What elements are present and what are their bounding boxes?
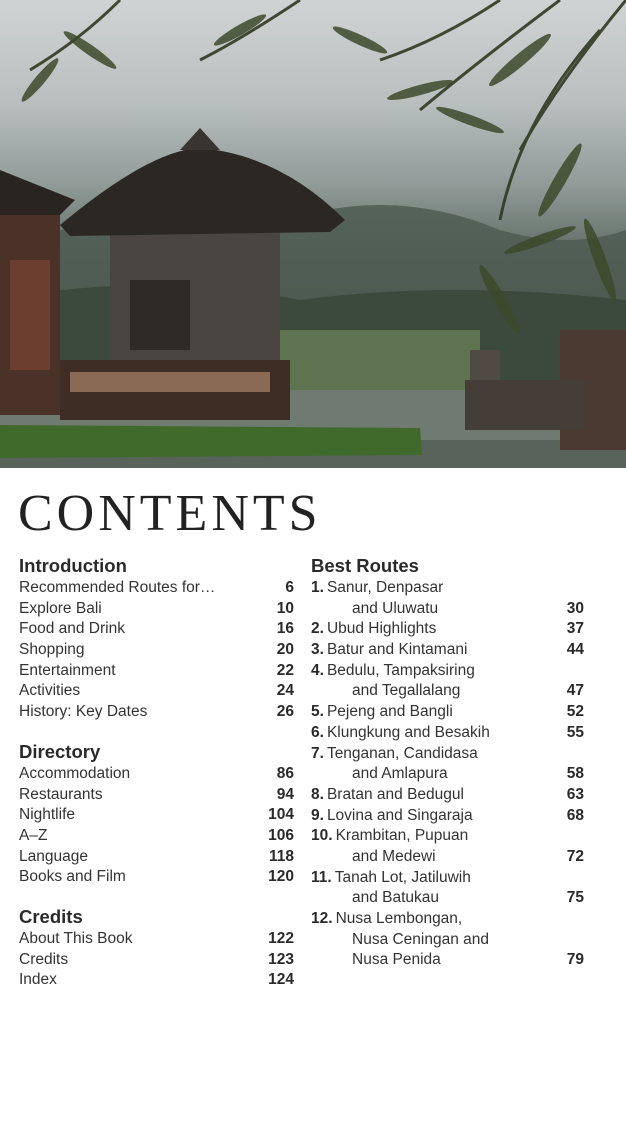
route-title: Sanur, Denpasar [326, 579, 444, 596]
entry-title: History: Key Dates [19, 703, 148, 721]
contents-entry[interactable] [19, 702, 294, 723]
route-line [311, 785, 584, 806]
route-line [311, 764, 584, 785]
entry-page-number: 118 [268, 847, 294, 865]
entry-title: About This Book [19, 929, 133, 947]
route-page-number: 47 [566, 682, 584, 700]
route-line [311, 681, 584, 702]
route-line [311, 950, 584, 971]
entry-page-number: 10 [276, 599, 294, 617]
contents-entry[interactable] [19, 578, 294, 599]
route-line [311, 888, 584, 909]
entry-page-number: 86 [276, 764, 294, 782]
route-line [311, 578, 584, 599]
route-line [311, 619, 584, 640]
route-line [311, 723, 584, 744]
route-number: 10. [311, 827, 333, 845]
contents-entry[interactable] [19, 970, 294, 991]
entry-title: Food and Drink [19, 620, 125, 638]
entry-title: Accommodation [19, 764, 131, 782]
route-page-number: 58 [566, 765, 584, 783]
entry-page-number: 120 [268, 868, 294, 886]
route-title: Pejeng and Bangli [326, 703, 453, 721]
route-title: Tenganan, Candidasa [326, 744, 478, 762]
contents-entry[interactable] [19, 681, 294, 702]
route-page-number: 79 [566, 951, 584, 969]
entry-page-number: 22 [276, 661, 294, 679]
entry-page-number: 122 [268, 929, 294, 947]
entry-title: Credits [19, 950, 69, 968]
route-number: 1. [311, 579, 324, 596]
route-line [311, 930, 584, 951]
route-line [311, 909, 584, 930]
route-page-number: 68 [566, 806, 584, 824]
route-entry[interactable] [311, 744, 584, 785]
route-number: 2. [311, 620, 324, 638]
route-title: and Batukau [352, 889, 440, 907]
contents-entry[interactable] [19, 826, 294, 847]
route-title: Nusa Ceningan and [352, 930, 490, 948]
contents-entry[interactable] [19, 785, 294, 806]
entry-title: Language [19, 847, 88, 865]
route-line [311, 744, 584, 765]
route-line [311, 806, 584, 827]
route-title: and Uluwatu [352, 599, 439, 617]
route-number: 9. [311, 806, 324, 824]
route-page-number: 30 [566, 599, 584, 617]
route-page-number: 44 [566, 641, 584, 659]
entry-page-number: 124 [268, 971, 294, 989]
route-number: 8. [311, 785, 324, 803]
entry-page-number: 24 [276, 682, 294, 700]
contents-entry[interactable] [19, 867, 294, 888]
route-page-number: 72 [566, 847, 584, 865]
route-title: Nusa Lembongan, [335, 910, 463, 927]
page-title: CONTENTS [18, 485, 322, 542]
section-heading-best-routes: Best Routes [311, 555, 419, 576]
entry-title: Shopping [19, 641, 85, 659]
route-title: Nusa Penida [352, 951, 441, 969]
route-entry[interactable] [311, 723, 584, 744]
entry-title: Entertainment [19, 661, 116, 679]
route-page-number: 52 [566, 703, 584, 721]
route-title: Krambitan, Pupuan [335, 827, 469, 845]
entry-page-number: 6 [285, 579, 294, 596]
entry-page-number: 123 [268, 950, 294, 968]
entry-page-number: 104 [268, 806, 294, 824]
route-entry[interactable] [311, 785, 584, 806]
contents-entry[interactable] [19, 847, 294, 868]
bali-water-temple-photo [0, 0, 626, 468]
route-page-number: 63 [566, 785, 584, 803]
contents-entry[interactable] [19, 661, 294, 682]
contents-entry[interactable] [19, 950, 294, 971]
section-heading: Credits [19, 905, 83, 927]
entry-title: Books and Film [19, 868, 126, 886]
route-line [311, 661, 584, 682]
route-entry[interactable] [311, 578, 584, 619]
route-entry[interactable] [311, 661, 584, 702]
route-number: 11. [311, 868, 332, 886]
route-entry[interactable] [311, 806, 584, 827]
route-title: Tanah Lot, Jatiluwih [334, 868, 471, 886]
route-page-number: 37 [566, 620, 584, 638]
contents-entry[interactable] [19, 619, 294, 640]
entry-page-number: 94 [276, 785, 294, 803]
contents-entry[interactable] [19, 929, 294, 950]
entry-title: Index [19, 971, 57, 989]
route-entry[interactable] [311, 702, 584, 723]
route-entry[interactable] [311, 640, 584, 661]
entry-title: Restaurants [19, 785, 103, 803]
route-entry[interactable] [311, 868, 584, 909]
route-number: 12. [311, 910, 333, 927]
route-number: 7. [311, 744, 324, 762]
contents-entry[interactable] [19, 805, 294, 826]
route-title: Ubud Highlights [326, 620, 437, 638]
contents-entry[interactable] [19, 640, 294, 661]
route-entry[interactable] [311, 826, 584, 867]
entry-page-number: 16 [276, 620, 294, 638]
route-entry[interactable] [311, 909, 584, 971]
route-title: Klungkung and Besakih [326, 723, 490, 741]
route-line [311, 868, 584, 889]
route-title: Batur and Kintamani [326, 641, 468, 659]
route-line [311, 640, 584, 661]
route-entry[interactable] [311, 619, 584, 640]
contents-entry[interactable] [19, 599, 294, 620]
route-line [311, 847, 584, 868]
route-title: Bratan and Bedugul [326, 785, 464, 803]
route-line [311, 702, 584, 723]
route-page-number: 75 [566, 889, 584, 907]
entry-page-number: 106 [268, 826, 294, 844]
route-title: and Tegallalang [352, 682, 461, 700]
section-heading: Introduction [19, 555, 127, 576]
route-line [311, 599, 584, 620]
route-title: Lovina and Singaraja [326, 806, 473, 824]
route-title: and Amlapura [352, 765, 448, 783]
entry-title: Explore Bali [19, 599, 102, 617]
route-number: 4. [311, 661, 324, 679]
contents-left-column [19, 554, 294, 991]
route-title: Bedulu, Tampaksiring [326, 661, 475, 679]
entry-page-number: 26 [276, 703, 294, 721]
section-heading: Directory [19, 740, 101, 762]
entry-page-number: 20 [276, 641, 294, 659]
entry-title: Recommended Routes for… [19, 579, 216, 596]
entry-title: Nightlife [19, 806, 75, 824]
entry-title: A–Z [19, 826, 48, 844]
route-number: 5. [311, 703, 324, 721]
route-line [311, 826, 584, 847]
entry-title: Activities [19, 682, 81, 700]
contents-right-column [311, 554, 584, 971]
route-title: and Medewi [352, 847, 436, 865]
route-number: 3. [311, 641, 324, 659]
route-page-number: 55 [566, 723, 584, 741]
route-number: 6. [311, 723, 324, 741]
contents-entry[interactable] [19, 764, 294, 785]
